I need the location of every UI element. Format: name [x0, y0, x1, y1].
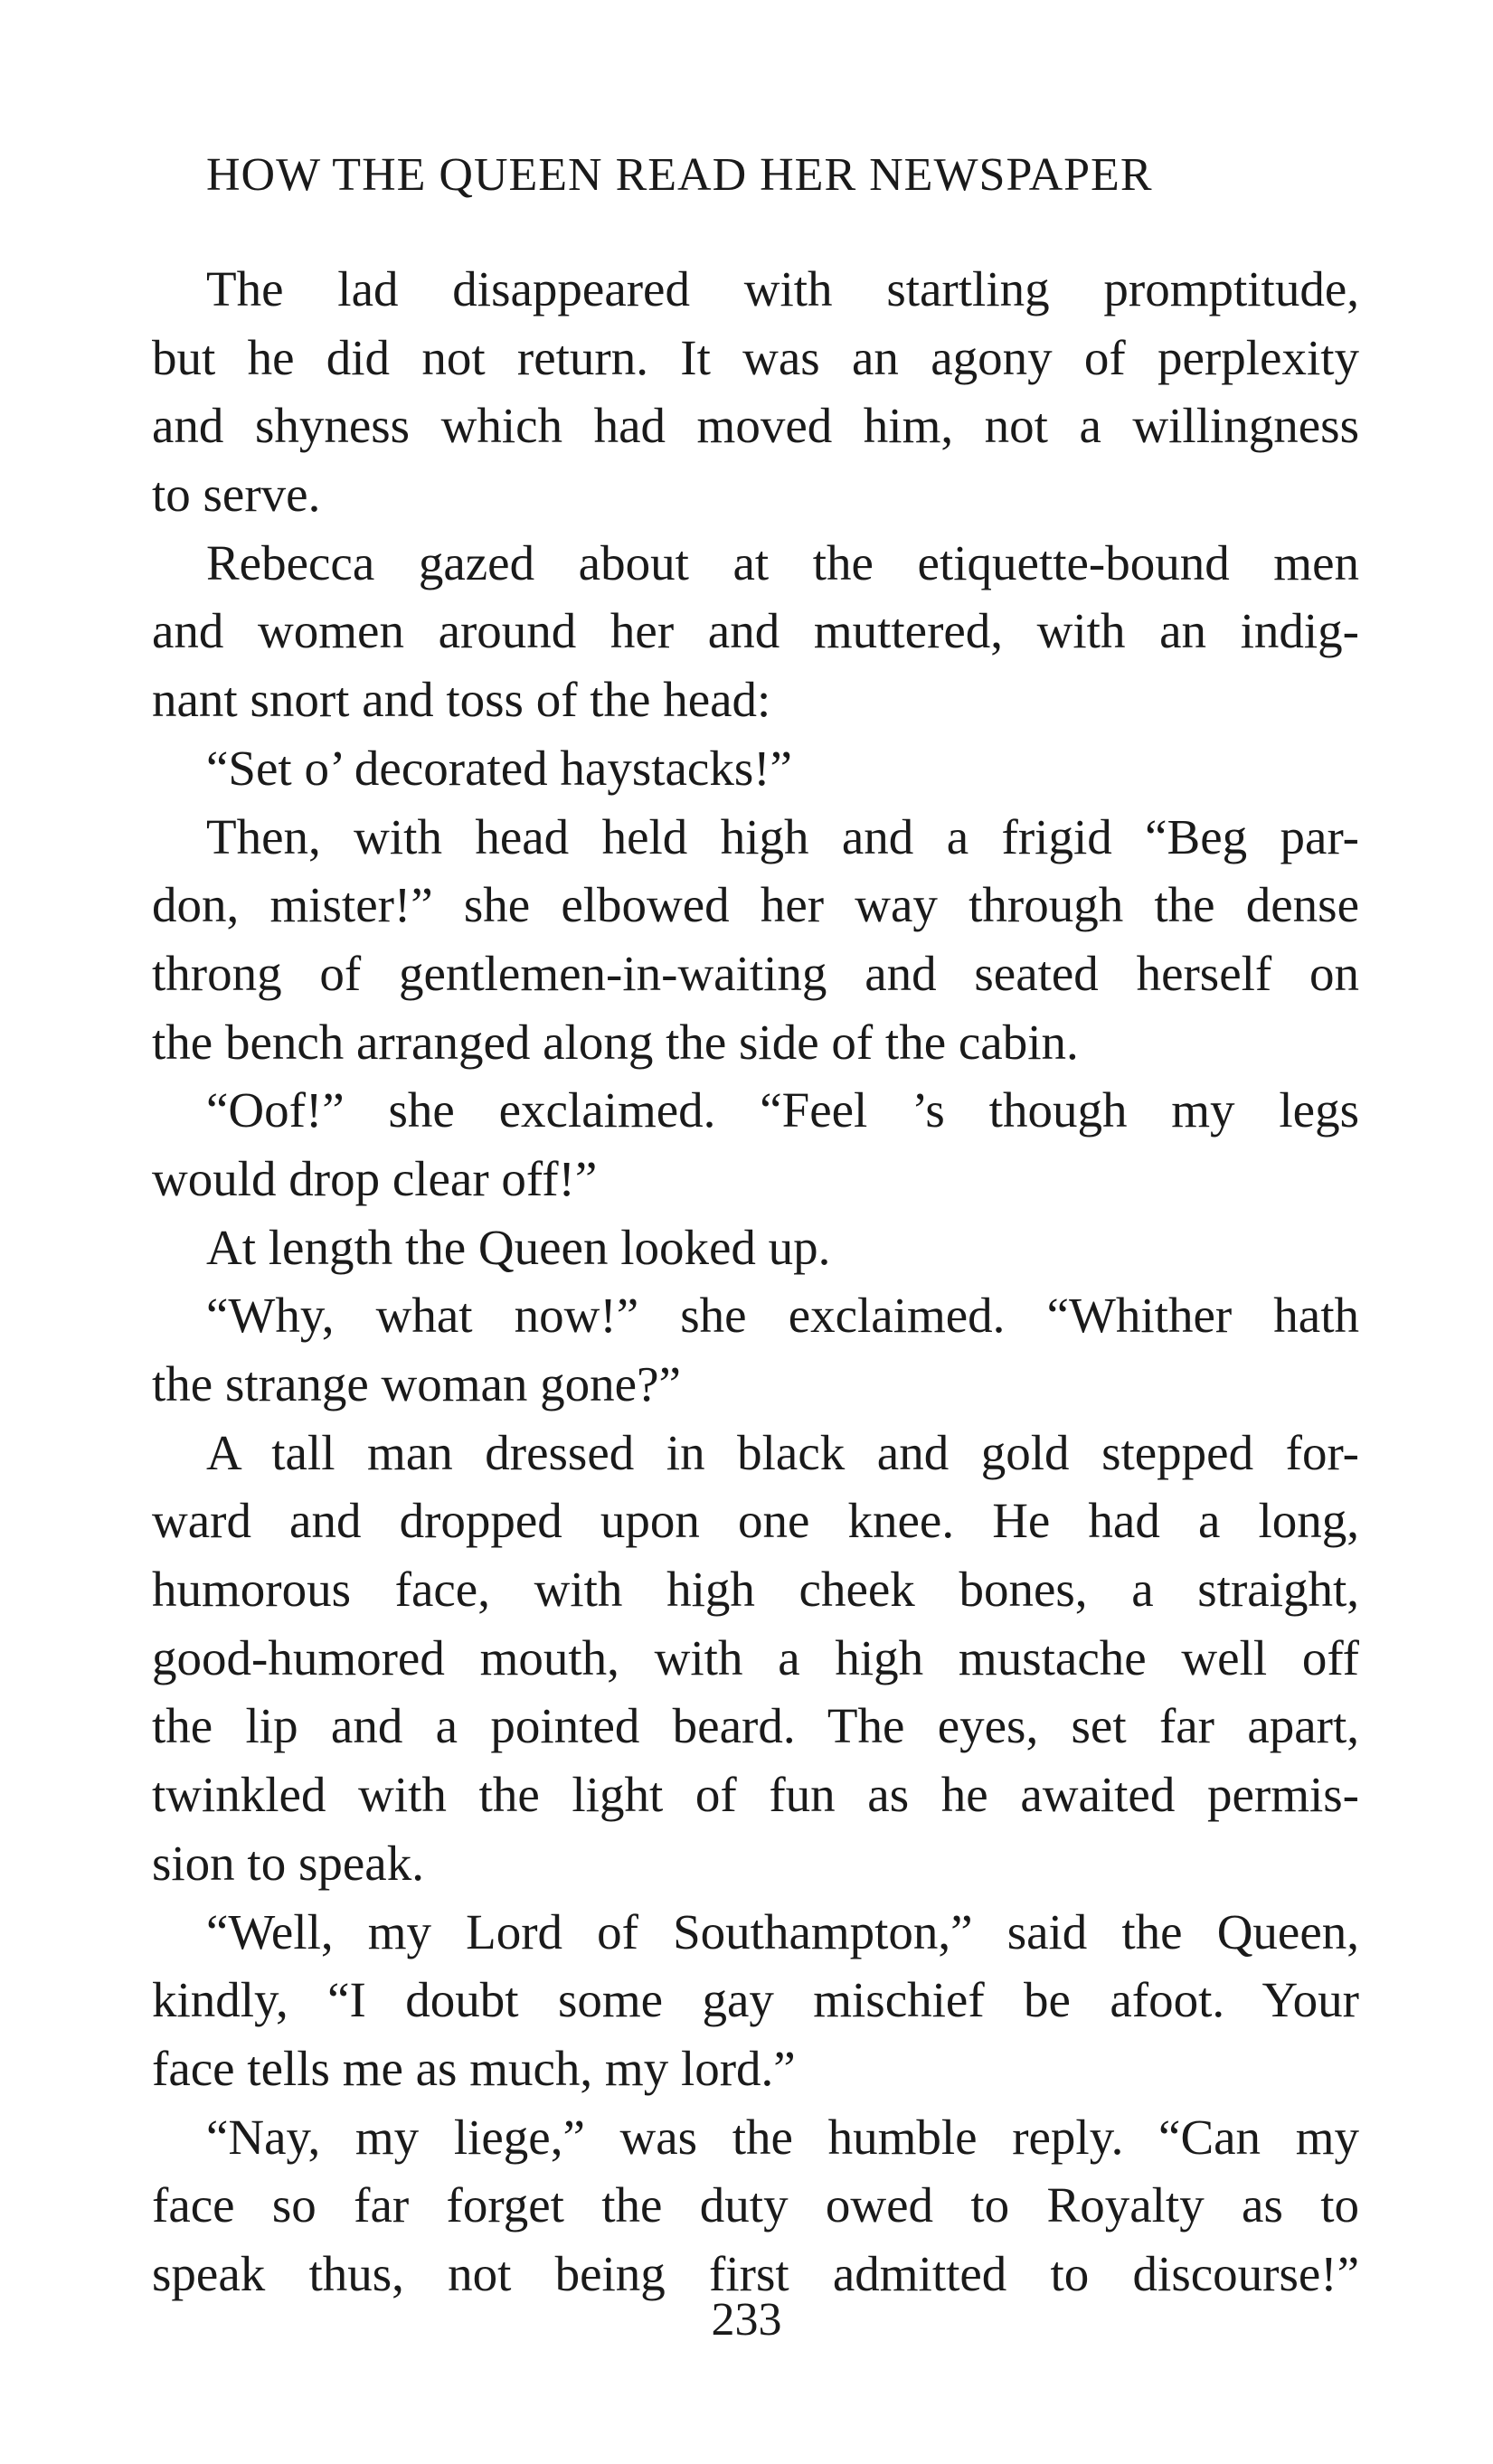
text-line: the lip and a pointed beard. The eyes, set far apart, [152, 1698, 1359, 1754]
text-line: ward and dropped upon one knee. He had a long, [152, 1493, 1359, 1549]
text-line: kindly, “I doubt some gay mischief be afoot. Your [152, 1972, 1359, 2028]
text-line: The lad disappeared with startling promptitude, [206, 261, 1359, 316]
text-line: sion to speak. [152, 1835, 424, 1891]
text-line: twinkled with the light of fun as he awaited permis- [152, 1767, 1359, 1823]
running-head: HOW THE QUEEN READ HER NEWSPAPER [206, 149, 1153, 201]
text-line: At length the Queen looked up. [206, 1219, 831, 1275]
text-line: “Set o’ decorated haystacks!” [206, 740, 792, 796]
text-line: but he did not return. It was an agony of perplexity [152, 329, 1359, 385]
text-line: face so far forget the duty owed to Royalty as to [152, 2177, 1359, 2233]
text-line: the bench arranged along the side of the cabin. [152, 1014, 1079, 1070]
text-line: and women around her and muttered, with an indig- [152, 603, 1359, 659]
text-line: throng of gentlemen-in-waiting and seated herself on [152, 945, 1359, 1001]
text-line: nant snort and toss of the head: [152, 672, 771, 728]
page-number: 233 [711, 2294, 782, 2346]
text-line: Rebecca gazed about at the etiquette-bound men [206, 534, 1359, 590]
text-line: speak thus, not being first admitted to discourse!” [152, 2245, 1359, 2301]
text-line: don, mister!” she elbowed her way through the dense [152, 877, 1359, 933]
text-line: good-humored mouth, with a high mustache well off [152, 1629, 1359, 1685]
text-line: to serve. [152, 467, 321, 523]
text-line: Then, with head held high and a frigid “Beg par- [206, 808, 1359, 864]
text-line: “Well, my Lord of Southampton,” said the Queen, [206, 1903, 1359, 1959]
text-line: would drop clear off!” [152, 1150, 598, 1206]
text-line: “Oof!” she exclaimed. “Feel ’s though my legs [206, 1082, 1359, 1138]
text-line: the strange woman gone?” [152, 1356, 681, 1411]
text-line: humorous face, with high cheek bones, a straight, [152, 1562, 1359, 1618]
text-line: “Nay, my liege,” was the humble reply. “Can my [206, 2109, 1359, 2165]
text-line: A tall man dressed in black and gold stepped for- [206, 1424, 1359, 1480]
text-line: and shyness which had moved him, not a willingness [152, 398, 1359, 454]
body-text [152, 255, 1359, 2308]
text-line: face tells me as much, my lord.” [152, 2040, 796, 2096]
text-line: “Why, what now!” she exclaimed. “Whither hath [206, 1288, 1359, 1344]
